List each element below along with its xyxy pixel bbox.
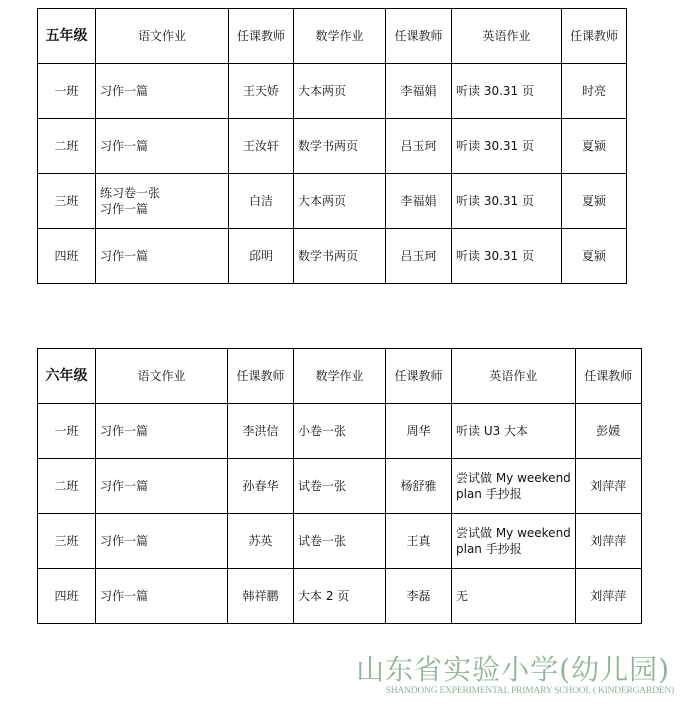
class-name: 四班 (38, 229, 96, 284)
chinese-homework (96, 514, 228, 569)
grade5-homework-table (37, 8, 627, 284)
chinese-teacher: 王天娇 (229, 64, 294, 119)
english-homework-line: 听读 30.31 页 (456, 139, 534, 153)
chinese-homework-line: 习作一篇 (100, 84, 149, 98)
english-homework (452, 64, 562, 119)
column-header: 语文作业 (96, 9, 229, 64)
english-homework (452, 119, 562, 174)
chinese-teacher: 李洪信 (228, 404, 294, 459)
column-header: 任课教师 (386, 9, 452, 64)
column-header: 任课教师 (575, 349, 641, 404)
math-teacher: 吕玉珂 (386, 229, 452, 284)
english-homework (452, 569, 576, 624)
class-name: 三班 (38, 174, 96, 229)
class-name: 一班 (38, 64, 96, 119)
english-homework-line: 听读 U3 大本 (456, 424, 529, 438)
chinese-teacher: 白洁 (229, 174, 294, 229)
chinese-homework (96, 459, 228, 514)
chinese-teacher: 邱明 (229, 229, 294, 284)
english-teacher: 刘萍萍 (575, 569, 641, 624)
school-name-chinese: 山东省实验小学(幼儿园) (356, 653, 670, 686)
english-teacher: 刘萍萍 (575, 514, 641, 569)
chinese-teacher: 韩祥鹏 (228, 569, 294, 624)
english-homework-line: plan 手抄报 (456, 487, 522, 501)
class-name: 四班 (38, 569, 96, 624)
chinese-homework-line: 习作一篇 (100, 249, 149, 263)
math-teacher: 李福娟 (386, 64, 452, 119)
chinese-homework (96, 119, 229, 174)
column-header: 任课教师 (386, 349, 452, 404)
english-homework-line: 尝试做 My weekend (456, 471, 571, 485)
math-homework: 大本两页 (294, 174, 386, 229)
english-homework-line: 听读 30.31 页 (456, 249, 534, 263)
chinese-homework-line: 练习卷一张 (100, 186, 161, 200)
column-header: 任课教师 (562, 9, 627, 64)
english-homework-line: 听读 30.31 页 (456, 194, 534, 208)
school-watermark-logo (356, 648, 676, 702)
school-name-english: SHANDONG EXPERIMENTAL PRIMARY SCHOOL ( KINDERGARDEN) (385, 686, 674, 696)
header-row (38, 9, 627, 64)
math-teacher: 王真 (386, 514, 452, 569)
column-header: 英语作业 (452, 349, 576, 404)
column-header: 语文作业 (96, 349, 228, 404)
chinese-homework (96, 174, 229, 229)
math-teacher: 李福娟 (386, 174, 452, 229)
grade-label: 五年级 (38, 9, 96, 64)
math-homework: 试卷一张 (294, 514, 386, 569)
english-teacher: 夏颍 (562, 119, 627, 174)
table-row (38, 64, 627, 119)
chinese-homework-line: 习作一篇 (100, 479, 149, 493)
column-header: 任课教师 (228, 349, 294, 404)
chinese-teacher: 苏英 (228, 514, 294, 569)
english-teacher: 夏颍 (562, 174, 627, 229)
chinese-homework (96, 404, 228, 459)
column-header: 任课教师 (229, 9, 294, 64)
column-header: 数学作业 (294, 349, 386, 404)
column-header: 英语作业 (452, 9, 562, 64)
math-homework: 试卷一张 (294, 459, 386, 514)
grade6-homework-table (37, 348, 642, 624)
table-row (38, 569, 642, 624)
english-homework-line: 尝试做 My weekend (456, 526, 571, 540)
table-row (38, 174, 627, 229)
math-homework: 大本两页 (294, 64, 386, 119)
class-name: 二班 (38, 119, 96, 174)
table-row (38, 514, 642, 569)
class-name: 二班 (38, 459, 96, 514)
english-teacher: 时亮 (562, 64, 627, 119)
grade5-table-body (38, 9, 627, 284)
chinese-homework (96, 569, 228, 624)
class-name: 一班 (38, 404, 96, 459)
math-teacher: 周华 (386, 404, 452, 459)
english-teacher: 彭媛 (575, 404, 641, 459)
chinese-teacher: 王汝轩 (229, 119, 294, 174)
chinese-homework (96, 64, 229, 119)
chinese-homework (96, 229, 229, 284)
chinese-homework-line: 习作一篇 (100, 202, 149, 216)
table-row (38, 119, 627, 174)
english-homework (452, 514, 576, 569)
table-row (38, 404, 642, 459)
english-homework-line: 听读 30.31 页 (456, 84, 534, 98)
chinese-homework-line: 习作一篇 (100, 139, 149, 153)
english-homework (452, 404, 576, 459)
math-teacher: 李磊 (386, 569, 452, 624)
english-homework-line: 无 (456, 589, 469, 603)
english-homework-line: plan 手抄报 (456, 542, 522, 556)
math-homework: 小卷一张 (294, 404, 386, 459)
math-teacher: 吕玉珂 (386, 119, 452, 174)
math-homework: 数学书两页 (294, 229, 386, 284)
header-row (38, 349, 642, 404)
english-homework (452, 459, 576, 514)
column-header: 数学作业 (294, 9, 386, 64)
chinese-homework-line: 习作一篇 (100, 424, 149, 438)
english-teacher: 夏颍 (562, 229, 627, 284)
math-homework: 大本 2 页 (294, 569, 386, 624)
grade6-table-body (38, 349, 642, 624)
math-homework: 数学书两页 (294, 119, 386, 174)
table-row (38, 229, 627, 284)
english-teacher: 刘萍萍 (575, 459, 641, 514)
chinese-homework-line: 习作一篇 (100, 589, 149, 603)
grade-label: 六年级 (38, 349, 96, 404)
math-teacher: 杨舒雅 (386, 459, 452, 514)
english-homework (452, 174, 562, 229)
chinese-homework-line: 习作一篇 (100, 534, 149, 548)
chinese-teacher: 孙春华 (228, 459, 294, 514)
english-homework (452, 229, 562, 284)
table-row (38, 459, 642, 514)
class-name: 三班 (38, 514, 96, 569)
